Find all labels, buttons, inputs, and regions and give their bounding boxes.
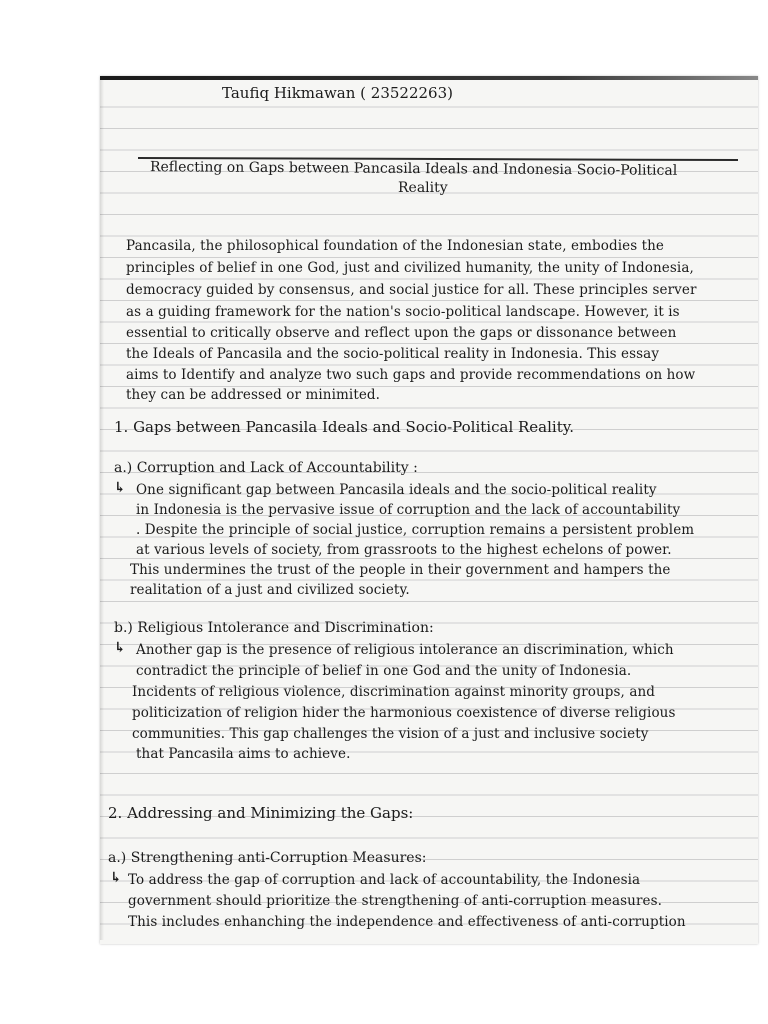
- essay-title-line-2: Reality: [398, 180, 448, 196]
- subsection-1a-line: . Despite the principle of social justice, corruption remains a persistent problem: [136, 522, 695, 538]
- page-edge-shadow: [100, 80, 104, 940]
- subsection-1a-line: One significant gap between Pancasila ideals and the socio-political reality: [136, 482, 657, 498]
- subsection-2a-line: This includes enhanching the independence and effectiveness of anti-corruption: [128, 914, 686, 930]
- subsection-1b-line: that Pancasila aims to achieve.: [136, 746, 351, 762]
- author-name: Taufiq Hikmawan ( 23522263): [222, 84, 453, 102]
- subsection-1b-line: Another gap is the presence of religious intolerance an discrimination, which: [136, 642, 674, 658]
- subsection-1b-line: contradict the principle of belief in one God and the unity of Indonesia.: [136, 663, 632, 679]
- subsection-1a-line: realitation of a just and civilized society.: [130, 582, 410, 598]
- intro-line: Pancasila, the philosophical foundation of the Indonesian state, embodies the: [126, 238, 665, 254]
- subsection-1b-label: b.) Religious Intolerance and Discrimination:: [114, 620, 434, 636]
- arrow-icon: ↳: [114, 480, 126, 496]
- intro-line: aims to Identify and analyze two such gaps and provide recommendations on how: [126, 367, 696, 383]
- intro-line: as a guiding framework for the nation's socio-political landscape. However, it is: [126, 304, 680, 320]
- intro-line: principles of belief in one God, just and civilized humanity, the unity of Indonesia,: [126, 260, 694, 276]
- intro-line: they can be addressed or minimited.: [126, 387, 381, 403]
- subsection-2a-label: a.) Strengthening anti-Corruption Measures:: [108, 850, 427, 866]
- section-2-heading: 2. Addressing and Minimizing the Gaps:: [108, 804, 414, 822]
- essay-title-line-1: Reflecting on Gaps between Pancasila Ideals and Indonesia Socio-Political: [149, 159, 678, 179]
- subsection-2a-line: To address the gap of corruption and lack of accountability, the Indonesia: [128, 872, 641, 888]
- subsection-1a-line: at various levels of society, from grassroots to the highest echelons of power.: [136, 542, 672, 558]
- intro-line: the Ideals of Pancasila and the socio-political reality in Indonesia. This essay: [126, 346, 660, 362]
- section-1-heading: 1. Gaps between Pancasila Ideals and Socio-Political Reality.: [114, 418, 574, 436]
- subsection-1a-line: This undermines the trust of the people in their government and hampers the: [130, 562, 671, 578]
- page-top-edge: [100, 76, 758, 80]
- intro-line: democracy guided by consensus, and social justice for all. These principles server: [126, 282, 697, 298]
- subsection-1b-line: Incidents of religious violence, discrimination against minority groups, and: [132, 684, 656, 700]
- subsection-1b-line: politicization of religion hider the harmonious coexistence of diverse religious: [132, 705, 676, 721]
- subsection-1a-label: a.) Corruption and Lack of Accountability :: [114, 460, 418, 476]
- arrow-icon: ↳: [110, 870, 122, 886]
- subsection-2a-line: government should prioritize the strengthening of anti-corruption measures.: [128, 893, 663, 909]
- intro-line: essential to critically observe and reflect upon the gaps or dissonance between: [126, 325, 677, 341]
- arrow-icon: ↳: [114, 640, 126, 656]
- subsection-1b-line: communities. This gap challenges the vision of a just and inclusive society: [132, 726, 649, 742]
- subsection-1a-line: in Indonesia is the pervasive issue of corruption and the lack of accountability: [136, 502, 681, 518]
